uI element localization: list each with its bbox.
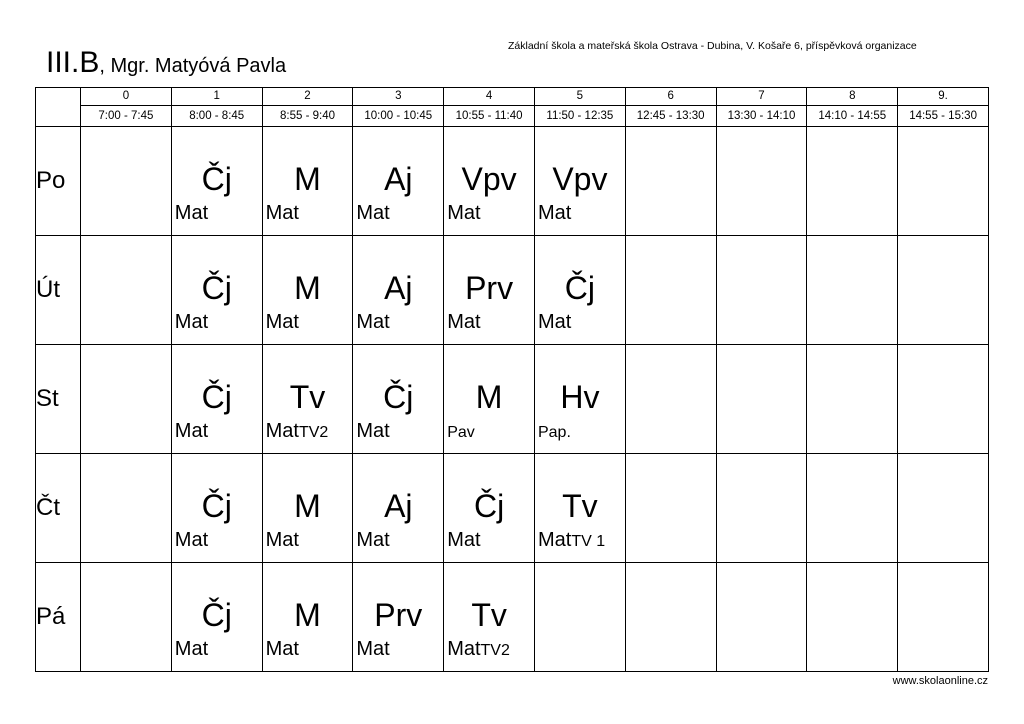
day-label: Út: [36, 236, 81, 345]
teacher-code: [538, 203, 571, 223]
period-header: [262, 88, 353, 127]
period-time: 8:55 - 9:40: [280, 110, 335, 122]
subject: Aj: [384, 488, 413, 524]
period-number: 4: [444, 88, 534, 106]
period-number: 1: [172, 88, 262, 106]
subject: M: [475, 379, 503, 415]
lesson-cell: [625, 345, 716, 454]
teacher-code: [266, 312, 299, 332]
day-label: Po: [36, 127, 81, 236]
subject: Tv: [562, 488, 598, 524]
subject: Prv: [374, 597, 423, 633]
teacher-abbr: Mat: [356, 529, 390, 551]
subject: Čj: [201, 379, 232, 415]
teacher-abbr: Mat: [265, 529, 299, 551]
lesson-cell: [444, 454, 535, 563]
teacher-code: [447, 203, 480, 223]
room: TV2: [480, 642, 510, 659]
lesson-cell: [625, 127, 716, 236]
period-time: 12:45 - 13:30: [636, 110, 705, 122]
lesson-cell: [353, 454, 444, 563]
subject: Tv: [471, 597, 507, 633]
teacher-abbr: Mat: [447, 638, 481, 660]
period-header: [625, 88, 716, 127]
subject: Čj: [201, 161, 232, 197]
teacher-code: [538, 530, 605, 550]
teacher-abbr: Mat: [447, 311, 481, 333]
period-header: [534, 88, 625, 127]
lesson-cell: [716, 563, 807, 672]
period-number: 8: [807, 88, 897, 106]
teacher-abbr: Mat: [174, 202, 209, 224]
period-number: 9.: [898, 88, 988, 106]
subject: Hv: [560, 379, 600, 415]
day-row: [36, 236, 989, 345]
day-row: [36, 454, 989, 563]
lesson-cell: [807, 127, 898, 236]
class-name: III.B: [46, 46, 100, 79]
lesson-cell: [898, 563, 989, 672]
lesson-cell: [625, 236, 716, 345]
teacher-code: [538, 312, 571, 332]
lesson-cell: [534, 127, 625, 236]
lesson-cell: [171, 236, 262, 345]
teacher-code: [356, 203, 389, 223]
subject: Prv: [465, 270, 514, 306]
lesson-cell: [353, 127, 444, 236]
period-number: 0: [81, 88, 171, 106]
lesson-cell: [898, 127, 989, 236]
period-header: [444, 88, 535, 127]
lesson-cell: [807, 345, 898, 454]
teacher-code: [175, 421, 208, 441]
room: TV 1: [571, 533, 606, 550]
lesson-cell: [262, 563, 353, 672]
day-label: Čt: [36, 454, 81, 563]
lesson-cell: [171, 454, 262, 563]
period-number: 2: [263, 88, 353, 106]
teacher-abbr: Mat: [174, 420, 209, 442]
subject: Čj: [201, 488, 232, 524]
teacher-code: [447, 639, 510, 659]
day-row: [36, 345, 989, 454]
lesson-cell: [262, 345, 353, 454]
subject: Čj: [201, 597, 232, 633]
period-header: [716, 88, 807, 127]
period-number: 3: [353, 88, 443, 106]
lesson-cell: [444, 127, 535, 236]
lesson-cell: [81, 454, 172, 563]
lesson-cell: [171, 563, 262, 672]
subject: Aj: [384, 161, 413, 197]
subject: Vpv: [552, 161, 608, 197]
teacher-abbr: Pav: [447, 424, 475, 441]
teacher-abbr: Mat: [537, 202, 572, 224]
lesson-cell: [534, 236, 625, 345]
period-time: 13:30 - 14:10: [727, 110, 796, 122]
period-time: 14:55 - 15:30: [909, 110, 977, 122]
day-label: Pá: [36, 563, 81, 672]
subject: M: [294, 488, 321, 524]
teacher-abbr: Mat: [174, 529, 209, 551]
period-time: 10:55 - 11:40: [455, 110, 523, 122]
period-time: 14:10 - 14:55: [818, 110, 887, 122]
subject: M: [294, 270, 321, 306]
period-time: 10:00 - 10:45: [364, 110, 433, 122]
period-header: [171, 88, 262, 127]
subject: Čj: [201, 270, 232, 306]
period-number: 5: [535, 88, 625, 106]
teacher-code: [175, 639, 208, 659]
subject: Čj: [383, 379, 414, 415]
teacher-abbr: Mat: [265, 311, 299, 333]
lesson-cell: [171, 127, 262, 236]
lesson-cell: [444, 563, 535, 672]
lesson-cell: [625, 454, 716, 563]
lesson-cell: [353, 236, 444, 345]
lesson-cell: [716, 454, 807, 563]
period-header: [353, 88, 444, 127]
teacher-code: [356, 421, 389, 441]
subject: M: [294, 161, 321, 197]
page-title: [46, 48, 286, 78]
lesson-cell: [171, 345, 262, 454]
subject: Aj: [384, 270, 413, 306]
lesson-cell: [81, 236, 172, 345]
subject: Tv: [289, 379, 326, 415]
lesson-cell: [262, 127, 353, 236]
teacher-abbr: Mat: [537, 529, 572, 551]
subject: Čj: [473, 488, 505, 524]
lesson-cell: [807, 454, 898, 563]
class-teacher: , Mgr. Matyóvá Pavla: [99, 55, 287, 77]
lesson-cell: [898, 236, 989, 345]
lesson-cell: [81, 345, 172, 454]
teacher-abbr: Mat: [356, 202, 390, 224]
teacher-abbr: Mat: [174, 311, 209, 333]
lesson-cell: [534, 345, 625, 454]
lesson-cell: [262, 454, 353, 563]
teacher-code: [175, 203, 208, 223]
teacher-code: [538, 425, 571, 441]
lesson-cell: [353, 563, 444, 672]
school-name: Základní škola a mateřská škola Ostrava - Dubina, V. Košaře 6, příspěvková organizace: [508, 40, 917, 52]
subject: Vpv: [461, 161, 517, 197]
day-row: [36, 563, 989, 672]
day-row: [36, 127, 989, 236]
period-number: 7: [717, 88, 807, 106]
teacher-code: [266, 421, 329, 441]
lesson-cell: [353, 345, 444, 454]
lesson-cell: [262, 236, 353, 345]
teacher-code: [266, 639, 299, 659]
footer-url: www.skolaonline.cz: [892, 675, 988, 687]
lesson-cell: [534, 454, 625, 563]
period-time: 8:00 - 8:45: [189, 110, 245, 122]
teacher-abbr: Mat: [356, 638, 390, 660]
lesson-cell: [81, 563, 172, 672]
teacher-code: [266, 203, 299, 223]
period-header: [898, 88, 989, 127]
lesson-cell: [716, 345, 807, 454]
teacher-abbr: Mat: [265, 202, 299, 224]
lesson-cell: [534, 563, 625, 672]
period-number: 6: [626, 88, 716, 106]
teacher-abbr: Mat: [265, 420, 299, 442]
lesson-cell: [807, 563, 898, 672]
teacher-code: [447, 425, 475, 441]
teacher-abbr: Mat: [447, 202, 481, 224]
teacher-code: [447, 312, 480, 332]
teacher-code: [447, 530, 480, 550]
teacher-code: [175, 312, 208, 332]
period-header: [81, 88, 172, 127]
teacher-abbr: Mat: [356, 420, 390, 442]
teacher-code: [356, 530, 389, 550]
period-time: 11:50 - 12:35: [546, 110, 614, 122]
teacher-code: [356, 639, 389, 659]
day-label: St: [36, 345, 81, 454]
lesson-cell: [716, 127, 807, 236]
lesson-cell: [716, 236, 807, 345]
teacher-abbr: Mat: [174, 638, 209, 660]
lesson-cell: [898, 454, 989, 563]
teacher-abbr: Mat: [356, 311, 390, 333]
timetable: [35, 87, 989, 672]
lesson-cell: [444, 345, 535, 454]
header-row: [36, 88, 989, 127]
teacher-abbr: Pap.: [537, 424, 571, 441]
teacher-code: [266, 530, 299, 550]
room: TV2: [298, 424, 329, 441]
teacher-abbr: Mat: [265, 638, 299, 660]
subject: Čj: [564, 270, 595, 306]
lesson-cell: [444, 236, 535, 345]
corner-cell: [36, 88, 81, 127]
period-header: [807, 88, 898, 127]
lesson-cell: [625, 563, 716, 672]
lesson-cell: [807, 236, 898, 345]
teacher-code: [175, 530, 208, 550]
period-time: 7:00 - 7:45: [98, 110, 154, 122]
teacher-abbr: Mat: [537, 311, 572, 333]
teacher-abbr: Mat: [447, 529, 481, 551]
lesson-cell: [898, 345, 989, 454]
lesson-cell: [81, 127, 172, 236]
subject: M: [294, 597, 321, 633]
teacher-code: [356, 312, 389, 332]
